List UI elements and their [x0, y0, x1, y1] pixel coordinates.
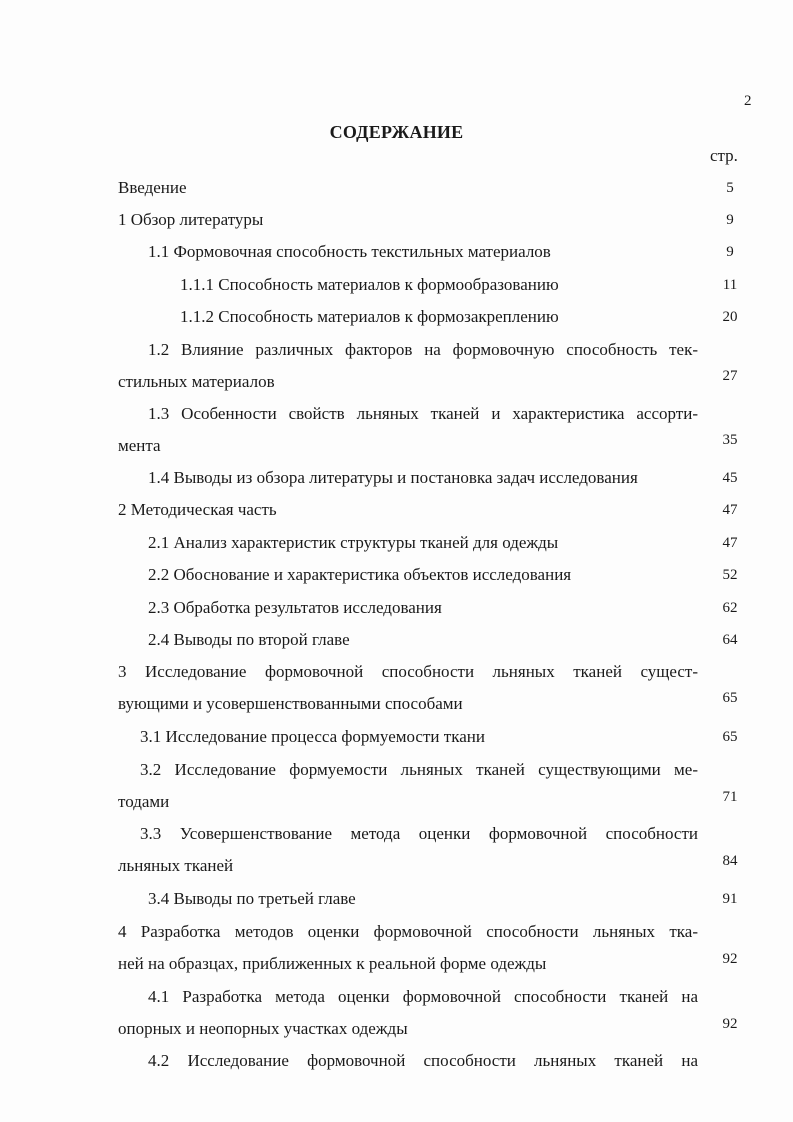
- toc-entry-3-4[interactable]: 3.4 Выводы по третьей главе: [148, 889, 356, 908]
- toc-entry-4-1-line-1[interactable]: 4.1 Разработка метода оценки формовочной способности тканей на: [148, 987, 698, 1006]
- toc-entry-4-2-line-1[interactable]: 4.2 Исследование формовочной способности льняных тканей на: [148, 1051, 698, 1070]
- toc-page-number: 20: [722, 309, 738, 325]
- toc-entry-3-2-line-1[interactable]: 3.2 Исследование формуемости льняных тканей существующими ме-: [140, 760, 698, 779]
- toc-entry-1-4[interactable]: 1.4 Выводы из обзора литературы и постановка задач исследования: [148, 468, 638, 487]
- toc-page-number: 9: [726, 244, 734, 260]
- page-number: 2: [744, 93, 752, 109]
- toc-entry-intro[interactable]: Введение: [118, 178, 187, 197]
- toc-page-number: 47: [722, 502, 738, 518]
- toc-entry-2-2[interactable]: 2.2 Обоснование и характеристика объектов исследования: [148, 565, 572, 584]
- toc-entry-1-1-1[interactable]: 1.1.1 Способность материалов к формообразованию: [180, 275, 559, 294]
- toc-entry-3-3-line-2[interactable]: льняных тканей: [118, 856, 234, 875]
- toc-page-number: 11: [722, 277, 738, 293]
- toc-entry-1-1-2[interactable]: 1.1.2 Способность материалов к формозакреплению: [180, 307, 559, 326]
- toc-entry-chapter-4-line-1[interactable]: 4 Разработка методов оценки формовочной способности льняных тка-: [118, 922, 698, 941]
- toc-entry-1-3-line-2[interactable]: мента: [118, 436, 161, 455]
- toc-entry-3-3-line-1[interactable]: 3.3 Усовершенствование метода оценки формовочной способности: [140, 824, 698, 843]
- page-column-header: стр.: [710, 146, 738, 165]
- toc-entry-1-2-line-2[interactable]: стильных материалов: [118, 372, 275, 391]
- toc-entry-chapter-2[interactable]: 2 Методическая часть: [118, 500, 277, 519]
- toc-entry-3-1[interactable]: 3.1 Исследование процесса формуемости ткани: [140, 727, 485, 746]
- toc-entry-1-2-line-1[interactable]: 1.2 Влияние различных факторов на формовочную способность тек-: [148, 340, 698, 359]
- toc-entry-chapter-4-line-2[interactable]: ней на образцах, приближенных к реальной форме одежды: [118, 954, 547, 973]
- toc-page-number: 27: [722, 368, 738, 384]
- toc-page-number: 84: [722, 853, 738, 869]
- toc-page-number: 45: [722, 470, 738, 486]
- page-title: СОДЕРЖАНИЕ: [329, 122, 464, 142]
- toc-entry-2-4[interactable]: 2.4 Выводы по второй главе: [148, 630, 350, 649]
- toc-page-number: 65: [722, 690, 738, 706]
- toc-page-number: 91: [722, 891, 738, 907]
- toc-page-number: 92: [722, 1016, 738, 1032]
- toc-page-number: 52: [722, 567, 738, 583]
- toc-entry-chapter-1[interactable]: 1 Обзор литературы: [118, 210, 264, 229]
- toc-entry-1-1[interactable]: 1.1 Формовочная способность текстильных материалов: [148, 242, 551, 261]
- toc-entry-1-3-line-1[interactable]: 1.3 Особенности свойств льняных тканей и характеристика ассорти-: [148, 404, 698, 423]
- toc-page-number: 92: [722, 951, 738, 967]
- toc-page-number: 62: [722, 600, 738, 616]
- toc-page-number: 5: [726, 180, 734, 196]
- toc-page-number: 65: [722, 729, 738, 745]
- toc-entry-4-1-line-2[interactable]: опорных и неопорных участках одежды: [118, 1019, 408, 1038]
- toc-page-number: 71: [722, 789, 738, 805]
- toc-page-number: 35: [722, 432, 738, 448]
- toc-page-number: 47: [722, 535, 738, 551]
- toc-entry-chapter-3-line-2[interactable]: вующими и усовершенствованными способами: [118, 694, 463, 713]
- toc-entry-2-3[interactable]: 2.3 Обработка результатов исследования: [148, 598, 442, 617]
- toc-page-number: 9: [726, 212, 734, 228]
- toc-page-number: 64: [722, 632, 738, 648]
- toc-entry-2-1[interactable]: 2.1 Анализ характеристик структуры тканей для одежды: [148, 533, 559, 552]
- toc-entry-3-2-line-2[interactable]: тодами: [118, 792, 170, 811]
- toc-entry-chapter-3-line-1[interactable]: 3 Исследование формовочной способности льняных тканей сущест-: [118, 662, 698, 681]
